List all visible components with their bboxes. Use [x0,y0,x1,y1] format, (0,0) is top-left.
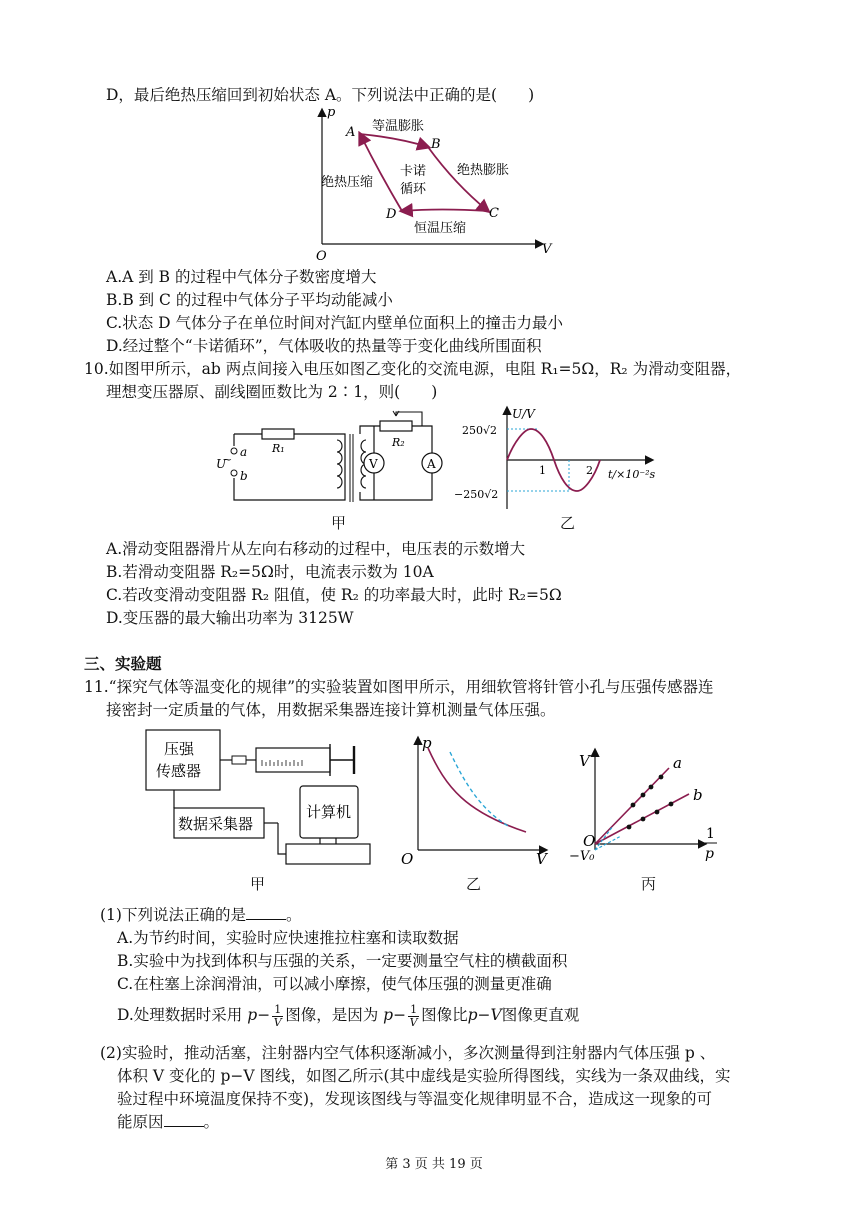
q10-tick-top: 250√2 [462,424,498,437]
section-title: 三、实验题 [84,655,162,673]
q11-label-a: a [673,754,682,772]
q11-collector-label: 数据采集器 [178,815,254,833]
q11-yi-origin: O [401,850,414,868]
q11-computer-label: 计算机 [306,803,352,821]
q11-part1-stem: (1)下列说法正确的是 。 [100,906,302,924]
q9-axis-v-label: V [542,242,552,257]
q11-bing-x-num: 1 [706,826,715,842]
q9-center-1: 卡诺 [400,164,427,179]
q10-x-axis-label: t/×10⁻²s [608,468,656,481]
q10-label-a: a [240,445,248,459]
q10-ammeter-label: A [427,457,436,471]
q10-label-r2: R₂ [392,436,405,449]
q10-label-u: U [216,457,227,471]
q11-apparatus-figure [138,726,374,872]
page-footer: 第 3 页 共 19 页 [385,1157,483,1172]
q10-voltage-chart [452,404,672,514]
q11-syringe [256,748,330,772]
q10-tick-2: 2 [586,464,593,477]
q10-option-c: C.若改变滑动变阻器 R₂ 阻值，使 R₂ 的功率最大时，此时 R₂=5Ω [106,586,562,604]
q11-bing-x-den: p [705,846,714,862]
q11-part2-line1: (2)实验时，推动活塞，注射器内空气体积逐渐减小，多次测量得到注射器内气体压强 p 、 [100,1044,716,1062]
q10-label-r1: R₁ [272,442,285,455]
q11-pv-figure [396,732,556,872]
q9-point-d: D [386,207,397,222]
q11-part2-line2: 体积 V 变化的 p−V 图线，如图乙所示(其中虚线是实验所得图线，实线为一条双曲线，实 [117,1067,731,1085]
q9-curve-da [360,134,402,211]
q9-point-a: A [346,125,356,140]
q9-option-a: A.A 到 B 的过程中气体分子数密度增大 [106,268,377,286]
q9-origin: O [316,249,327,264]
q11-sensor-label-2: 传感器 [156,762,202,780]
q10-tick-bottom: −250√2 [454,488,499,501]
q11-yi-axis-v: V [536,850,547,868]
q9-curve-cd [402,210,488,212]
q10-caption-jia: 甲 [331,514,347,532]
q10-caption-yi: 乙 [560,514,576,532]
q11-hyperbola [428,748,526,832]
q11-bing-neg-v0: −V₀ [569,849,595,864]
q10-option-d: D.变压器的最大输出功率为 3125W [106,609,354,627]
q9-stem-tail: D，最后绝热压缩回到初始状态 A。下列说法中正确的是( ) [106,86,535,104]
q9-point-b: B [431,137,441,152]
q11-caption-jia: 甲 [250,875,266,893]
q9-label-bc: 绝热膨胀 [457,163,510,178]
q9-curve-bc [428,147,488,211]
q9-curve-ab [360,134,428,147]
q10-circuit-figure [210,410,450,508]
q9-center-2: 循环 [400,182,427,197]
q11-dashed-curve [450,752,508,826]
q11-part1-option-b: B.实验中为找到体积与压强的关系，一定要测量空气柱的横截面积 [117,952,568,970]
q10-voltmeter-label: V [369,457,378,471]
q11-sensor-label-1: 压强 [164,740,195,758]
q11-label-b: b [693,786,703,804]
q11-part2-line4: 能原因 。 [117,1113,220,1131]
q11-part2-line3: 验过程中环境温度保持不变)，发现该图线与等温变化规律明显不合，造成这一现象的可 [117,1090,713,1108]
q9-label-da: 绝热压缩 [321,175,374,190]
q11-part1-option-d: D.处理数据时采用 p− $\frac{1}{V}$ 图像，是因为 p− $\frac{1}{V}$ 图像比p−V图像更直观 [117,1002,580,1029]
q10-option-a: A.滑动变阻器滑片从左向右移动的过程中，电压表的示数增大 [106,540,526,558]
q11-part1-option-a: A.为节约时间，实验时应快速推拉柱塞和读取数据 [117,929,459,947]
q10-stem-2: 理想变压器原、副线圈匝数比为 2∶1，则( ) [106,383,438,401]
q11-yi-axis-p: p [422,734,432,752]
q11-stem-1: 11.“探究气体等温变化的规律”的实验装置如图甲所示，用细软管将针管小孔与压强传感器连 [84,678,714,696]
q9-axis-p-label: p [327,105,336,120]
q10-y-axis-label: U/V [512,407,535,421]
q11-stem-2: 接密封一定质量的气体，用数据采集器连接计算机测量气体压强。 [106,701,556,719]
q11-part1-blank[interactable] [246,905,286,920]
q10-stem-1: 10.如图甲所示，ab 两点间接入电压如图乙变化的交流电源，电阻 R₁=5Ω，R₂ 为滑动变阻器， [84,360,742,378]
q10-label-tilde: ~ [223,453,233,466]
q11-v-inverse-p-figure [565,738,730,874]
q11-sensor-box [146,730,220,790]
q11-bing-axis-v: V [579,752,590,770]
q10-option-b: B.若滑动变阻器 R₂=5Ω时，电流表示数为 10A [106,563,434,581]
q11-part2-blank[interactable] [164,1112,204,1127]
q9-carnot-figure [310,104,560,264]
q11-caption-yi: 乙 [466,875,482,893]
q10-label-b: b [240,469,248,483]
q11-part1-option-c: C.在柱塞上涂润滑油，可以减小摩擦，使气体压强的测量更准确 [117,975,552,993]
q9-option-b: B.B 到 C 的过程中气体分子平均动能减小 [106,291,393,309]
q9-option-c: C.状态 D 气体分子在单位时间对汽缸内壁单位面积上的撞击力最小 [106,314,564,332]
q10-resistor-r1 [262,429,294,439]
q11-bing-origin: O [583,832,596,850]
q11-caption-bing: 丙 [641,875,657,893]
q9-label-ab: 等温膨胀 [372,119,425,134]
q9-label-cd: 恒温压缩 [414,221,467,236]
q10-tick-1: 1 [539,464,546,477]
q9-option-d: D.经过整个“卡诺循环”，气体吸收的热量等于变化曲线所围面积 [106,337,542,355]
q9-point-c: C [489,206,499,221]
q10-resistor-r2 [380,421,412,431]
